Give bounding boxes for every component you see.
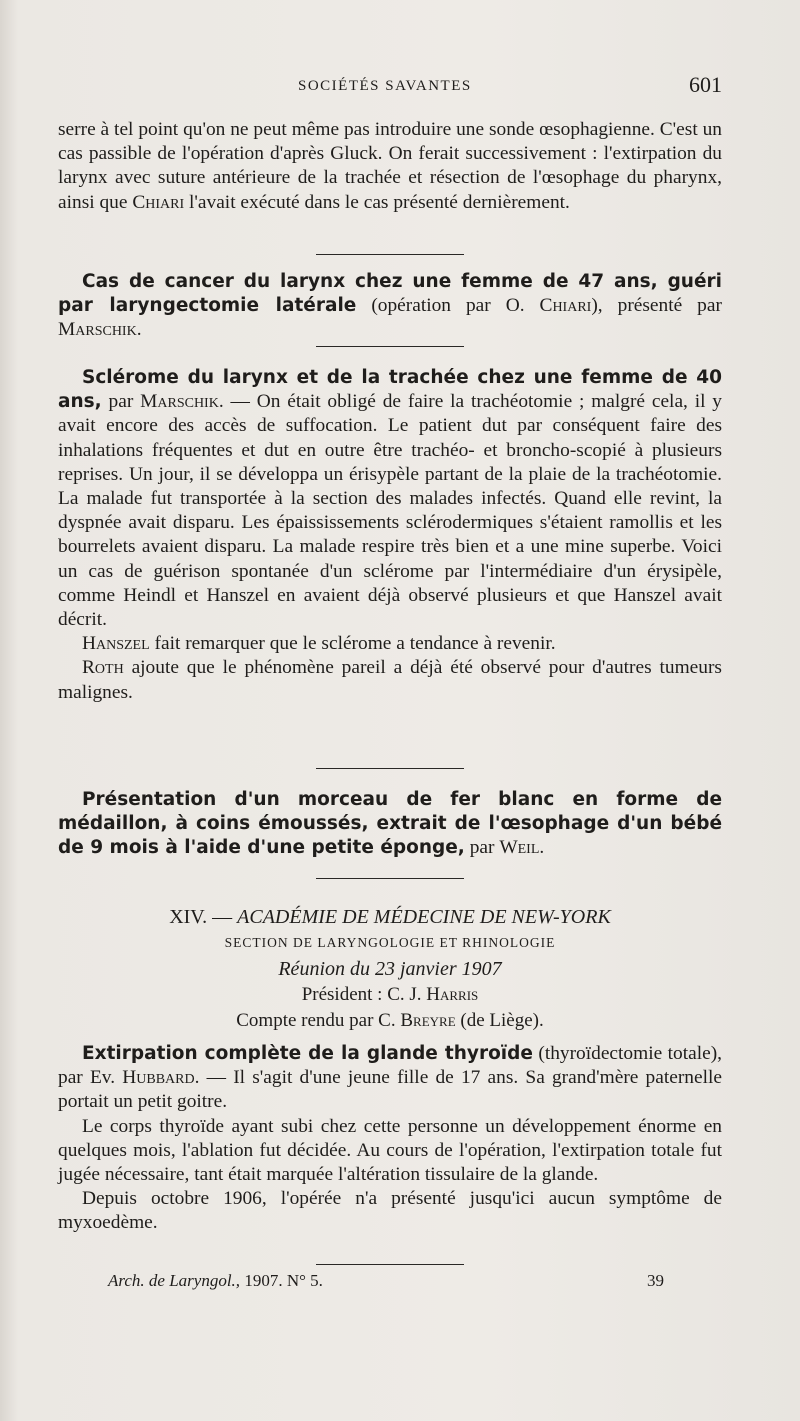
case-report-3 — [58, 788, 722, 861]
section-name: ACADÉMIE DE MÉDECINE DE NEW-YORK — [237, 906, 611, 928]
running-title: SOCIÉTÉS SAVANTES — [298, 78, 472, 94]
case-report-4 — [58, 1042, 722, 1236]
case-title: Présentation d'un morceau de fer blanc en forme de médaillon, à coins émoussés, extrait de l'œsophage d'un bébé de 9 mois à l'aide d'une petite éponge, — [58, 789, 722, 859]
separator-rule — [316, 1264, 464, 1265]
paragraph-text: serre à tel point qu'on ne peut même pas introduire une sonde œsophagienne. C'est un cas passible de l'opération d'après Gluck. On ferait successivement : l'extirpation du larynx avec suture antérieure de la trachée et résection de l'œsophage du pharynx, ainsi que — [58, 119, 722, 213]
signature-number: 39 — [647, 1271, 664, 1290]
paragraph-continuation — [58, 118, 722, 215]
separator-rule — [316, 254, 464, 255]
page-number: 601 — [689, 72, 722, 97]
report-line — [58, 1008, 722, 1034]
author-name: Chiari — [539, 295, 592, 317]
meeting-date: Réunion du 23 janvier 1907 — [278, 958, 502, 980]
president-label: Président : C. J. — [301, 984, 422, 1005]
section-number: XIV. — — [169, 906, 233, 928]
section-heading — [58, 904, 722, 1034]
separator-rule — [316, 878, 464, 879]
president-line — [58, 982, 722, 1008]
case-text: ), présenté par — [591, 295, 722, 317]
case-text: — On était obligé de faire la trachéotomie ; malgré cela, il y avait encore des accès de suffocation. Le patient dut par conséquent faire des inhalations fréquentes et dut en outre être trachéo- et broncho-scopié à plusieurs reprises. Un jour, il se développa un érisypèle partant de la plaie de la trachéotomie. La malade fut transportée à la section des malades infectés. Quand elle revint, la dyspnée avait disparu. Les épaississements sclérodermiques s'étaient ramollis et les bourrelets avaient disparu. La malade respire très bien et a une mine superbe. Voici un cas de guérison spontanée d'un sclérome par l'intermédiaire d'un érysipèle, comme Heindl et Hanszel en avaient déjà observé plusieurs et que Hanszel avait décrit. — [58, 391, 722, 631]
section-subtitle: SECTION DE LARYNGOLOGIE ET RHINOLOGIE — [224, 935, 556, 950]
presenter-name: Weil. — [499, 837, 545, 859]
separator-rule — [316, 768, 464, 769]
author-name: Chiari — [132, 191, 185, 213]
case-text: fait remarquer que le sclérome a tendance à revenir. — [154, 633, 556, 655]
paragraph-text: l'avait exécuté dans le cas présenté dernièrement. — [189, 191, 570, 213]
presenter-name: Marschik. — [140, 391, 224, 413]
case-text: par — [469, 837, 495, 859]
case-text: Le corps thyroïde ayant subi chez cette personne un développement énorme en quelques mois, l'ablation fut décidée. Au cours de l'opération, l'extirpation totale fut jugée nécessaire, tant était marquée l'altération tissulaire de la glande. — [58, 1115, 722, 1186]
case-title: Cas de cancer du larynx chez une femme de 47 ans, guéri par laryngectomie latérale — [58, 271, 722, 317]
case-report-2 — [58, 366, 722, 705]
case-title: Sclérome du larynx et de la trachée chez une femme de 40 ans, — [58, 367, 722, 413]
section-title — [58, 904, 722, 930]
journal-name: Arch. de Laryngol., — [108, 1271, 241, 1290]
president-name: Harris — [426, 984, 479, 1005]
case-report-1 — [58, 270, 722, 343]
author-name: Roth — [82, 657, 124, 679]
journal-issue: 1907. N° 5. — [244, 1271, 323, 1290]
presenter-name: Marschik. — [58, 319, 142, 341]
case-text: (thyroïdectomie totale), par Ev. — [58, 1043, 723, 1089]
page-header — [58, 70, 722, 106]
case-title: Extirpation complète de la glande thyroïde — [82, 1043, 533, 1064]
case-text: ajoute que le phénomène pareil a déjà été observé pour d'autres tumeurs malignes. — [58, 657, 722, 703]
separator-rule — [316, 346, 464, 347]
presenter-name: Hubbard. — [122, 1067, 200, 1089]
author-name: Hanszel — [82, 633, 150, 655]
case-text: — Il s'agit d'une jeune fille de 17 ans. Sa grand'mère paternelle portait un petit goitre. — [58, 1067, 722, 1113]
reporter-place: (de Liège). — [460, 1010, 544, 1031]
case-text: Depuis octobre 1906, l'opérée n'a présenté jusqu'ici aucun symptôme de myxoedème. — [58, 1188, 722, 1234]
page-footer — [108, 1271, 664, 1291]
report-label: Compte rendu par C. — [236, 1010, 396, 1031]
reporter-name: Breyre — [400, 1010, 456, 1031]
case-text: par — [108, 391, 134, 413]
case-text: (opération par O. — [371, 295, 525, 317]
